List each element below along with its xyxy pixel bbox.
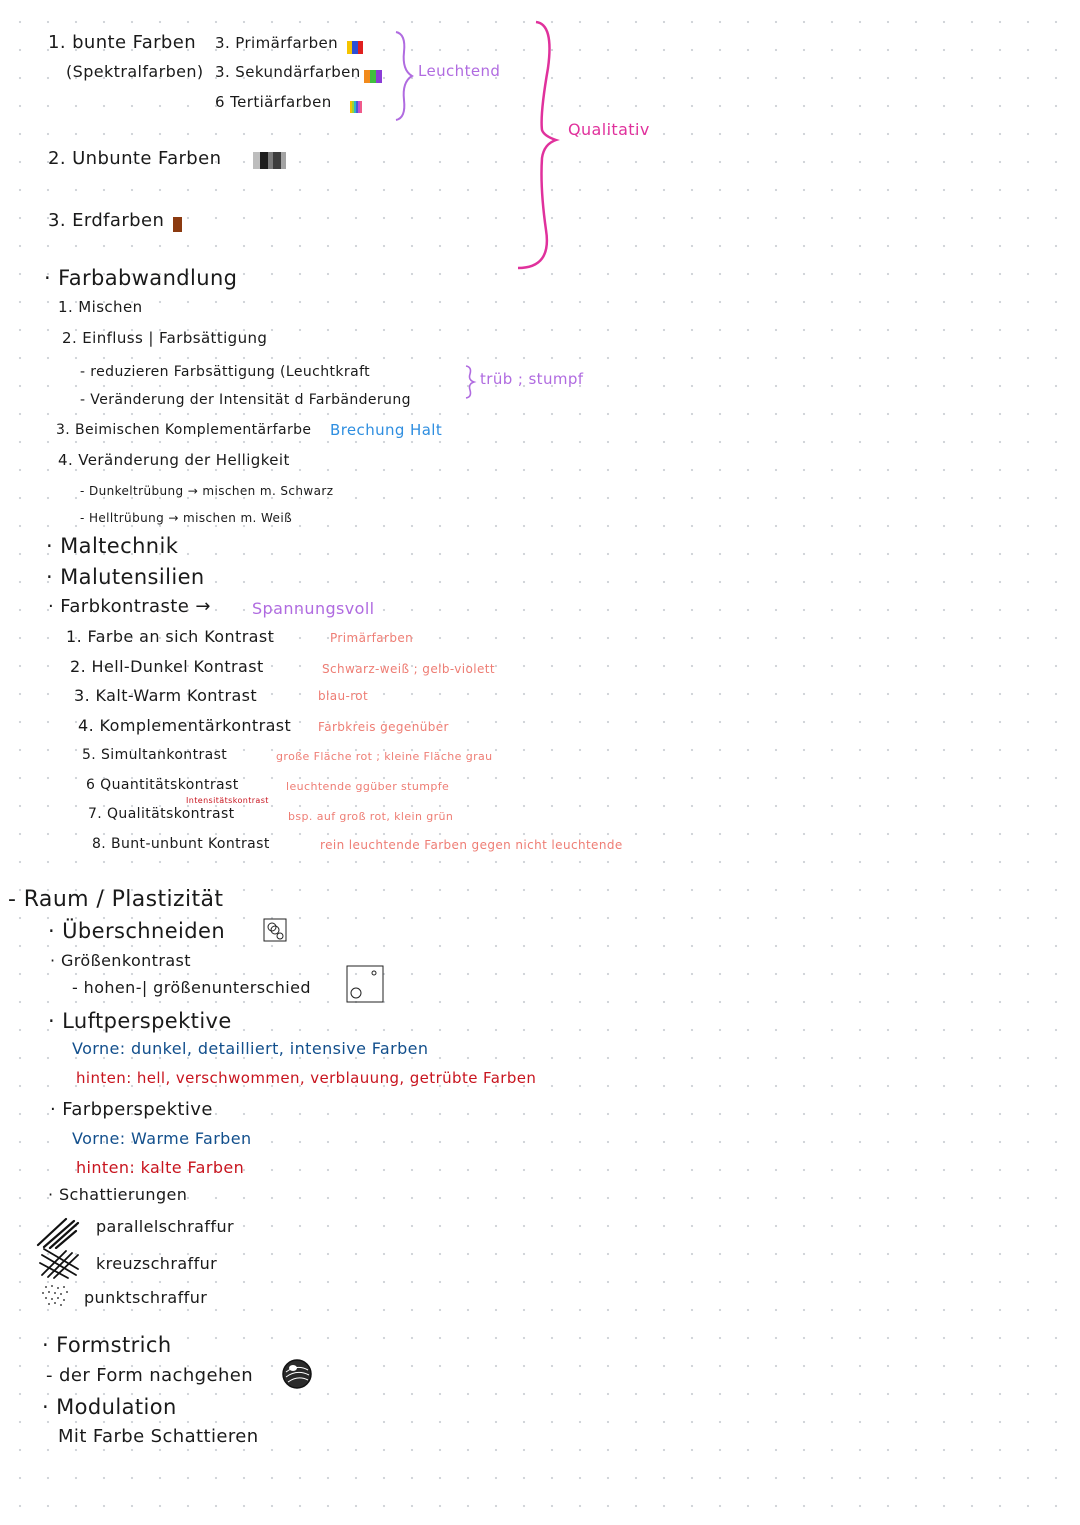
formstrich-sub: - der Form nachgehen — [46, 1365, 254, 1386]
luftperspektive-hinten: hinten: hell, verschwommen, verblauung, getrübte Farben — [76, 1069, 537, 1087]
spektralfarben: (Spektralfarben) — [66, 62, 204, 81]
kontrast-note: blau-rot — [318, 689, 369, 703]
kontrast-note: bsp. auf groß rot, klein grün — [288, 810, 454, 823]
unbunte-farben: 2. Unbunte Farben — [48, 148, 222, 169]
brechung-label: Brechung Halt — [330, 421, 443, 439]
farbabwandlung-item: 4. Veränderung der Helligkeit — [58, 451, 290, 469]
primaerfarben: 3. Primärfarben — [215, 34, 339, 52]
secondary-swatch — [364, 68, 382, 81]
ueberschneiden-heading: · Überschneiden — [48, 919, 226, 943]
kreuzschraffur-label: kreuzschraffur — [96, 1254, 218, 1273]
qualitativ-brace — [512, 18, 560, 274]
kontrast-item: 7. Qualitätskontrast — [88, 806, 235, 822]
farbperspektive-vorne: Vorne: Warme Farben — [72, 1129, 252, 1148]
leuchtend-label: Leuchtend — [418, 62, 501, 80]
cross-hatch-icon — [38, 1247, 82, 1279]
farbabwandlung-item: 2. Einfluss | Farbsättigung — [62, 329, 268, 347]
intensitaetskontrast-label: Intensitätskontrast — [186, 796, 269, 805]
luftperspektive-heading: · Luftperspektive — [48, 1009, 232, 1033]
leuchtend-brace — [392, 30, 416, 122]
farbperspektive-heading: · Farbperspektive — [50, 1099, 213, 1120]
bunte-farben: 1. bunte Farben — [48, 32, 197, 53]
schattierungen-heading: · Schattierungen — [48, 1185, 188, 1204]
raum-heading: - Raum / Plastizität — [8, 887, 224, 912]
kontrast-note: rein leuchtende Farben gegen nicht leuchtende — [320, 838, 623, 852]
farbabwandlung-subitem: - Helltrübung → mischen m. Weiß — [80, 511, 293, 525]
tertiary-swatch — [350, 98, 364, 110]
parallelschraffur-label: parallelschraffur — [96, 1217, 234, 1236]
farbkontraste-heading: · Farbkontraste → — [48, 596, 211, 617]
farbabwandlung-item: 1. Mischen — [58, 298, 143, 316]
farbabwandlung-item: 3. Beimischen Komplementärfarbe — [56, 422, 312, 438]
trueb-label: trüb ; stumpf — [480, 370, 584, 388]
kontrast-note: Farbkreis gegenüber — [318, 720, 449, 734]
kontrast-note: leuchtende ggüber stumpfe — [286, 780, 450, 793]
kontrast-item: 8. Bunt-unbunt Kontrast — [92, 836, 270, 852]
luftperspektive-vorne: Vorne: dunkel, detailliert, intensive Farben — [72, 1039, 429, 1058]
groessenkontrast-heading: · Größenkontrast — [50, 951, 191, 970]
kontrast-item: 6 Quantitätskontrast — [86, 777, 239, 793]
malutensilien-heading: · Malutensilien — [46, 565, 205, 589]
sphere-icon — [281, 1358, 313, 1390]
sekundaerfarben: 3. Sekundärfarben — [215, 63, 361, 81]
maltechnik-heading: · Maltechnik — [46, 534, 179, 558]
kontrast-item: 2. Hell-Dunkel Kontrast — [70, 657, 264, 676]
formstrich-heading: · Formstrich — [42, 1333, 172, 1357]
unbunte-swatch — [253, 152, 287, 169]
farbabwandlung-subitem: - Veränderung der Intensität d Farbänderung — [80, 392, 411, 408]
farbperspektive-hinten: hinten: kalte Farben — [76, 1158, 245, 1177]
trueb-brace — [460, 364, 478, 400]
erdfarben: 3. Erdfarben — [48, 210, 165, 231]
primary-swatch — [347, 39, 364, 52]
kontrast-item: 4. Komplementärkontrast — [78, 716, 292, 735]
parallel-hatch-icon — [36, 1213, 80, 1249]
spannungsvoll-label: Spannungsvoll — [252, 599, 375, 618]
groessenkontrast-sub: - hohen-| größenunterschied — [72, 978, 311, 997]
size-contrast-icon — [346, 965, 384, 1003]
modulation-sub: Mit Farbe Schattieren — [58, 1426, 259, 1447]
tertiaerfarben: 6 Tertiärfarben — [215, 93, 332, 111]
dot-hatch-icon — [40, 1283, 70, 1307]
overlap-icon — [263, 918, 287, 942]
farbabwandlung-heading: · Farbabwandlung — [44, 266, 238, 290]
punktschraffur-label: punktschraffur — [84, 1288, 208, 1307]
kontrast-item: 5. Simultankontrast — [82, 747, 228, 763]
kontrast-item: 1. Farbe an sich Kontrast — [66, 627, 275, 646]
kontrast-item: 3. Kalt-Warm Kontrast — [74, 686, 258, 705]
kontrast-note: große Fläche rot ; kleine Fläche grau — [276, 750, 493, 763]
kontrast-note: Primärfarben — [330, 631, 414, 645]
modulation-heading: · Modulation — [42, 1395, 177, 1419]
kontrast-note: Schwarz-weiß ; gelb-violett — [322, 662, 495, 676]
farbabwandlung-subitem: - Dunkeltrübung → mischen m. Schwarz — [80, 484, 334, 498]
erdfarben-swatch — [173, 217, 182, 232]
farbabwandlung-subitem: - reduzieren Farbsättigung (Leuchtkraft — [80, 364, 371, 380]
qualitativ-label: Qualitativ — [568, 120, 650, 139]
